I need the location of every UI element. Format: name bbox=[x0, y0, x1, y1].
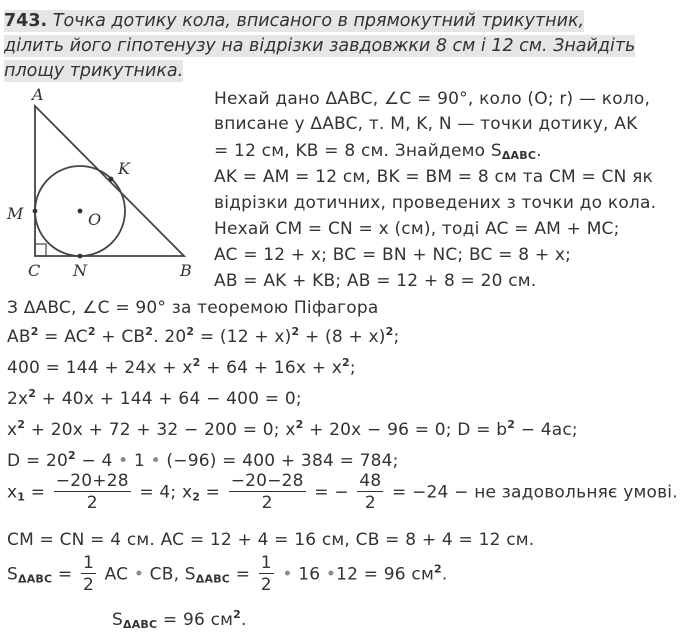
triangle-abc bbox=[35, 106, 184, 256]
right-angle-mark bbox=[35, 244, 46, 256]
solution-line-4: AK = AM = 12 см, BK = BM = 8 см та CM = CN як bbox=[214, 167, 654, 187]
problem-line-2 bbox=[4, 35, 635, 57]
vertex-b-label: B bbox=[180, 261, 192, 280]
solution-line-17: $S_{\Delta ABC}$ = $\frac{1}{2}$ AC • CB, $S_{\Delta ABC}$ = $\frac{1}{2}$ • 16 •12 = 96 $см^2$. bbox=[7, 553, 448, 595]
solution-line-16: CM = CN = 4 см. AC = 12 + 4 = 16 см, CB = 8 + 4 = 12 см. bbox=[7, 530, 535, 550]
solution-line-5: відрізки дотичних, проведених з точки до кола. bbox=[214, 193, 657, 213]
solution-line-11: $400 = 144 + 24x + x^2 + 64 + 16x + x^2$; bbox=[7, 356, 356, 378]
tangent-point-k bbox=[109, 177, 114, 182]
tangent-point-m bbox=[33, 209, 38, 214]
solution-line-12: $2x^2 + 40x + 144 + 64 - 400 = 0$; bbox=[7, 387, 302, 409]
fraction-half-2: $\frac{1}{2}$ bbox=[260, 553, 272, 595]
center-point bbox=[78, 209, 83, 214]
point-k-label: K bbox=[118, 159, 130, 178]
vertex-a-label: A bbox=[32, 85, 44, 104]
solution-line-6: Нехай CM = CN = x (см), тоді AC = AM + MC; bbox=[214, 219, 620, 239]
solution-line-9: З ΔABC, ∠C = 90° за теоремою Піфагора bbox=[7, 298, 379, 318]
fraction-x2: $\frac{-20-28}{2}$ bbox=[230, 471, 304, 513]
solution-line-2: вписане у ΔABC, т. M, K, N — точки дотику, AK bbox=[214, 114, 638, 134]
problem-line-3 bbox=[4, 60, 183, 82]
solution-line-15: $x_1$ = $\frac{-20+28}{2}$ = 4; $x_2$ = $\frac{-20-28}{2}$ = − $\frac{48}{2}$ = −24 − не задовольняє умові. bbox=[7, 471, 678, 513]
solution-answer: $S_{\Delta ABC} = 96$ $см^2$. bbox=[112, 608, 247, 631]
solution-line-10: $AB^2 = AC^2 + CB^2$. $20^2 = (12 + x)^2 + (8 + x)^2$; bbox=[7, 325, 400, 347]
problem-text-1: Точка дотику кола, вписаного в прямокутний трикутник, bbox=[52, 11, 585, 31]
problem-text-3: площу трикутника. bbox=[4, 61, 184, 81]
solution-line-3: = 12 см, KB = 8 см. Знайдемо $S_{\Delta ABC}$. bbox=[214, 141, 542, 162]
fraction-x1: $\frac{-20+28}{2}$ bbox=[55, 471, 129, 513]
point-o-label: O bbox=[88, 210, 102, 229]
fraction-48-2: $\frac{48}{2}$ bbox=[359, 471, 382, 513]
problem-line-1 bbox=[4, 10, 584, 32]
point-n-label: N bbox=[73, 261, 87, 280]
problem-text-2: ділить його гіпотенузу на відрізки завдовжки 8 см і 12 см. Знайдіть bbox=[4, 36, 636, 56]
solution-line-13: $x^2 + 20x + 72 + 32 - 200 = 0$; $x^2 + 20x - 96 = 0$; $D = b^2 - 4ac$; bbox=[7, 418, 578, 440]
solution-line-8: AB = AK + KB; AB = 12 + 8 = 20 см. bbox=[214, 271, 537, 291]
solution-line-14: $D = 20^2 - 4$ • 1 • (−96) = 400 + 384 = 784; bbox=[7, 449, 399, 471]
problem-number: 743. bbox=[4, 11, 48, 31]
solution-line-7: AC = 12 + x; BC = BN + NC; BC = 8 + x; bbox=[214, 245, 572, 265]
vertex-c-label: C bbox=[28, 261, 41, 280]
tangent-point-n bbox=[78, 254, 83, 259]
point-m-label: M bbox=[7, 204, 24, 223]
solution-line-1: Нехай дано ΔABC, ∠C = 90°, коло (O; r) — коло, bbox=[214, 89, 651, 109]
triangle-figure bbox=[0, 80, 210, 285]
fraction-half-1: $\frac{1}{2}$ bbox=[82, 553, 94, 595]
